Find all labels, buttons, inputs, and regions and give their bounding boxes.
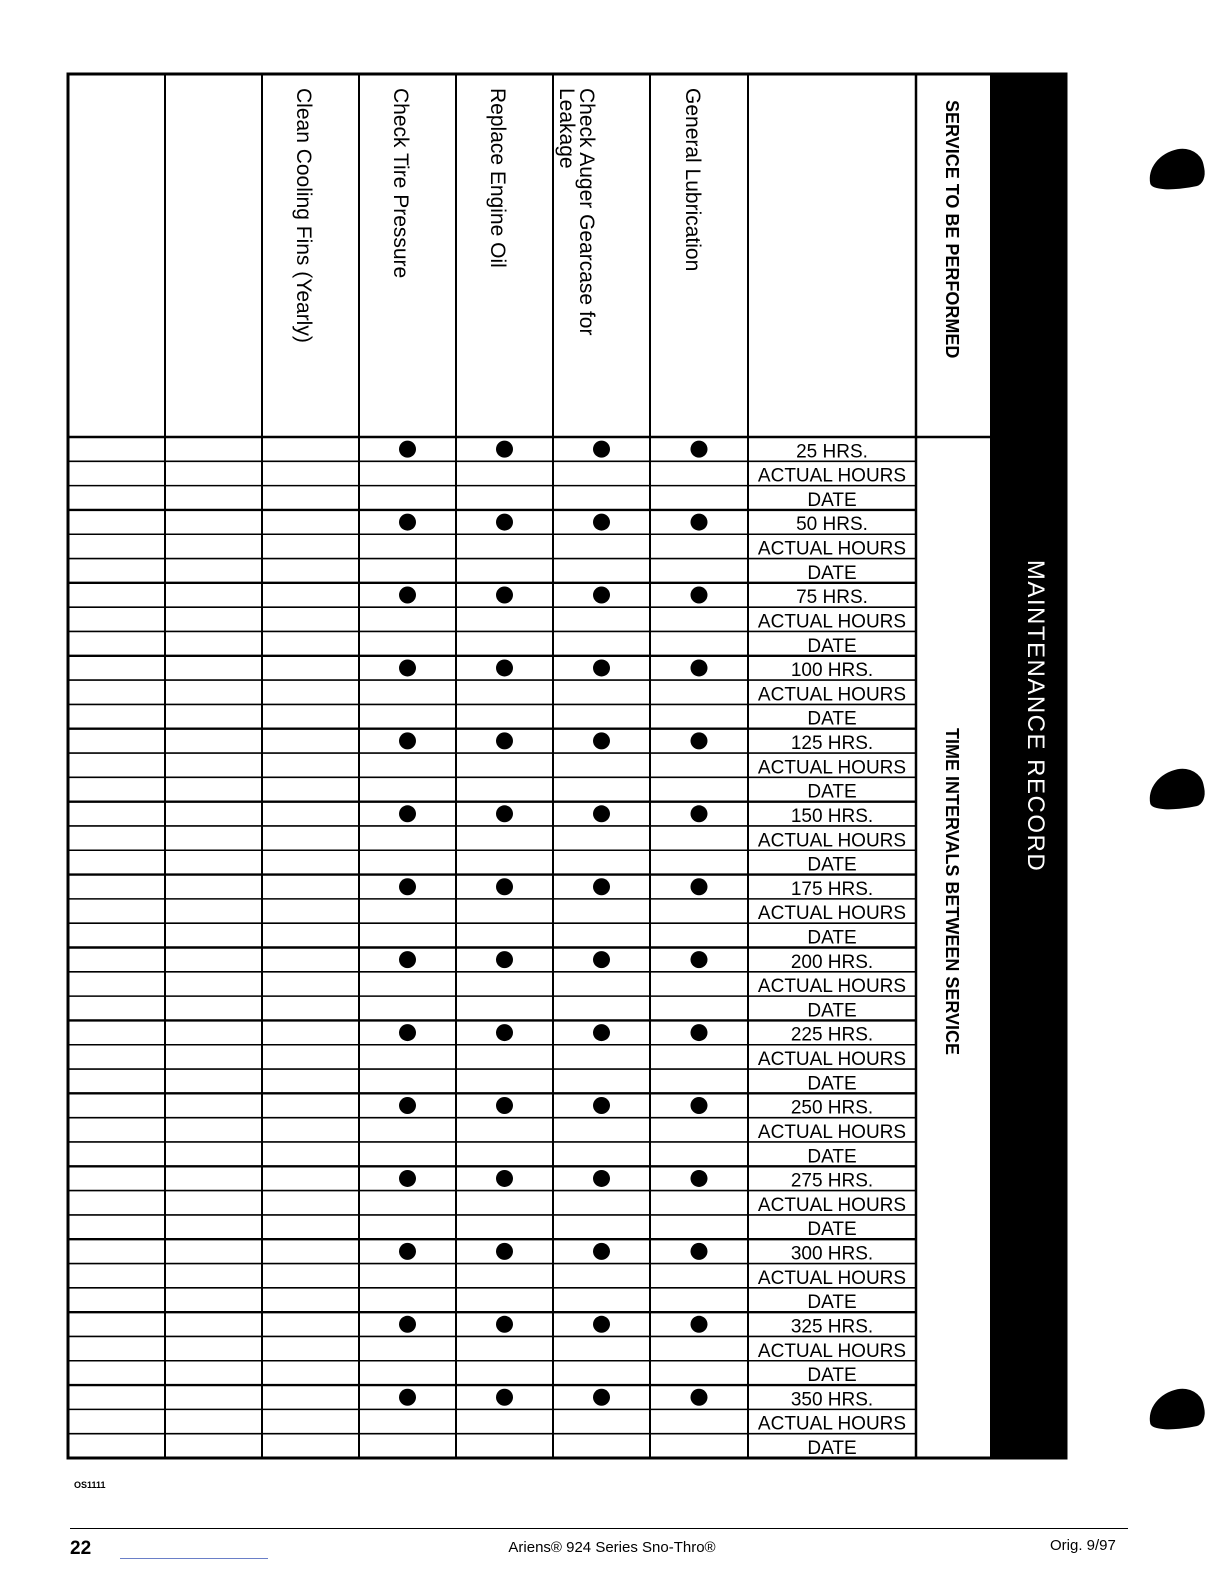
- service-dot: [496, 1389, 513, 1406]
- blue-mark: [120, 1558, 268, 1559]
- interval-label: 100 HRS.: [790, 660, 874, 682]
- service-dot: [593, 1389, 610, 1406]
- service-dot: [593, 951, 610, 968]
- interval-label: 275 HRS.: [790, 1170, 874, 1192]
- service-dot: [691, 1243, 708, 1260]
- service-dot: [399, 1170, 416, 1187]
- service-dot: [593, 659, 610, 676]
- service-dot: [399, 514, 416, 531]
- interval-label: 350 HRS.: [790, 1389, 874, 1411]
- interval-label: 125 HRS.: [790, 733, 874, 755]
- date-label: DATE: [807, 1146, 857, 1168]
- service-label: Clean Cooling Fins (Yearly): [292, 88, 315, 343]
- interval-label: 50 HRS.: [796, 514, 868, 536]
- service-dot: [399, 878, 416, 895]
- service-dot: [496, 951, 513, 968]
- interval-label: 200 HRS.: [790, 951, 874, 973]
- service-dot: [593, 1243, 610, 1260]
- service-dot: [691, 441, 708, 458]
- service-dot: [593, 587, 610, 604]
- service-dot: [691, 514, 708, 531]
- service-dot: [496, 659, 513, 676]
- service-label: [555, 88, 598, 335]
- date-label: DATE: [807, 562, 857, 584]
- date-label: DATE: [807, 635, 857, 657]
- table-cells: [292, 88, 906, 1459]
- service-dot: [691, 878, 708, 895]
- original-date: Orig. 9/97: [1050, 1537, 1116, 1554]
- interval-label: 225 HRS.: [790, 1024, 874, 1046]
- date-label: DATE: [807, 1219, 857, 1241]
- service-dot: [691, 732, 708, 749]
- service-dot: [496, 441, 513, 458]
- service-dot: [399, 951, 416, 968]
- actual-hours-label: ACTUAL HOURS: [757, 830, 907, 852]
- interval-label: 25 HRS.: [796, 441, 868, 463]
- actual-hours-label: ACTUAL HOURS: [757, 1194, 907, 1216]
- service-dot: [691, 1097, 708, 1114]
- service-dot: [496, 1316, 513, 1333]
- service-dot: [691, 587, 708, 604]
- service-dot: [496, 805, 513, 822]
- service-dot: [496, 732, 513, 749]
- service-dot: [399, 1316, 416, 1333]
- date-label: DATE: [807, 1292, 857, 1314]
- date-label: DATE: [807, 1073, 857, 1095]
- service-dot: [691, 1170, 708, 1187]
- service-dot: [593, 878, 610, 895]
- service-dot: [593, 1170, 610, 1187]
- service-dot: [593, 1097, 610, 1114]
- service-dot: [399, 1097, 416, 1114]
- interval-label: 75 HRS.: [796, 587, 868, 609]
- service-dot: [593, 1316, 610, 1333]
- service-label: Check Tire Pressure: [389, 88, 412, 279]
- interval-header: TIME INTERVALS BETWEEN SERVICE: [942, 728, 962, 1056]
- table-frame: [68, 74, 1066, 1458]
- service-dot: [496, 587, 513, 604]
- footer-rule: [70, 1528, 1128, 1529]
- service-dot: [593, 732, 610, 749]
- service-label-line: Leakage: [555, 88, 578, 169]
- actual-hours-label: ACTUAL HOURS: [757, 1049, 907, 1071]
- actual-hours-label: ACTUAL HOURS: [757, 465, 907, 487]
- actual-hours-label: ACTUAL HOURS: [757, 1340, 907, 1362]
- actual-hours-label: ACTUAL HOURS: [757, 684, 907, 706]
- service-dot: [691, 1389, 708, 1406]
- interval-label: 250 HRS.: [790, 1097, 874, 1119]
- form-code: OS1111: [74, 1480, 106, 1490]
- date-label: DATE: [807, 1438, 857, 1459]
- actual-hours-label: ACTUAL HOURS: [757, 1121, 907, 1143]
- date-label: DATE: [807, 781, 857, 803]
- service-dot: [593, 441, 610, 458]
- service-dot: [691, 659, 708, 676]
- page-number: 22: [70, 1538, 92, 1559]
- service-dot: [593, 1024, 610, 1041]
- service-dot: [691, 1024, 708, 1041]
- service-dot: [496, 878, 513, 895]
- interval-label: 300 HRS.: [790, 1243, 874, 1265]
- date-label: DATE: [807, 1365, 857, 1387]
- service-header: SERVICE TO BE PERFORMED: [942, 100, 962, 359]
- interval-label: 150 HRS.: [790, 805, 874, 827]
- service-dot: [496, 1243, 513, 1260]
- service-dot: [496, 514, 513, 531]
- service-dot: [399, 587, 416, 604]
- service-label: General Lubrication: [681, 88, 704, 272]
- actual-hours-label: ACTUAL HOURS: [757, 757, 907, 779]
- actual-hours-label: ACTUAL HOURS: [757, 903, 907, 925]
- service-dot: [593, 805, 610, 822]
- service-label-line: Check Auger Gearcase for: [575, 88, 598, 336]
- service-dot: [691, 1316, 708, 1333]
- date-label: DATE: [807, 708, 857, 730]
- publication-title: Ariens® 924 Series Sno-Thro®: [508, 1539, 716, 1556]
- service-dot: [399, 805, 416, 822]
- date-label: DATE: [807, 489, 857, 511]
- service-dot: [593, 514, 610, 531]
- service-dot: [691, 805, 708, 822]
- service-dot: [496, 1024, 513, 1041]
- service-dot: [399, 1389, 416, 1406]
- actual-hours-label: ACTUAL HOURS: [757, 611, 907, 633]
- service-dot: [691, 951, 708, 968]
- service-dot: [399, 659, 416, 676]
- service-dot: [399, 732, 416, 749]
- actual-hours-label: ACTUAL HOURS: [757, 1413, 907, 1435]
- interval-label: 325 HRS.: [790, 1316, 874, 1338]
- maintenance-record-title: MAINTENANCE RECORD: [1022, 559, 1049, 873]
- date-label: DATE: [807, 854, 857, 876]
- actual-hours-label: ACTUAL HOURS: [757, 976, 907, 998]
- service-dot: [399, 1024, 416, 1041]
- service-label: Replace Engine Oil: [486, 88, 509, 268]
- actual-hours-label: ACTUAL HOURS: [757, 538, 907, 560]
- service-dot: [399, 1243, 416, 1260]
- interval-label: 175 HRS.: [790, 878, 874, 900]
- service-dot: [399, 441, 416, 458]
- date-label: DATE: [807, 1000, 857, 1022]
- service-dot: [496, 1170, 513, 1187]
- actual-hours-label: ACTUAL HOURS: [757, 1267, 907, 1289]
- date-label: DATE: [807, 927, 857, 949]
- service-dot: [496, 1097, 513, 1114]
